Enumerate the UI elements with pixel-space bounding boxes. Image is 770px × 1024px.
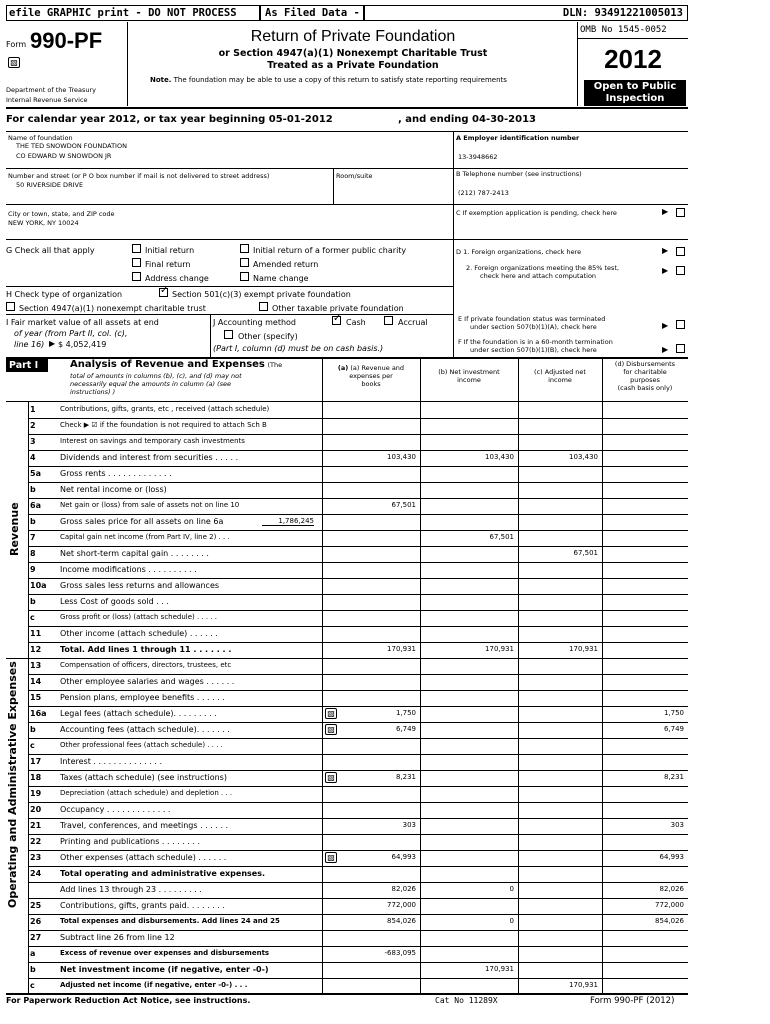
60-month-label-2: under section 507(b)(1)(B), check here bbox=[470, 346, 597, 354]
attachment-icon[interactable]: ▧ bbox=[325, 852, 337, 863]
line-label: Net rental income or (loss) bbox=[60, 485, 167, 494]
line-label: Other employee salaries and wages . . . . . . bbox=[60, 677, 235, 686]
table-row bbox=[0, 786, 690, 802]
foundation-name-1: THE TED SNOWDON FOUNDATION bbox=[16, 142, 127, 150]
irs-label: Internal Revenue Service bbox=[6, 96, 88, 104]
line-number: 9 bbox=[30, 565, 36, 574]
initial-return-label: Initial return bbox=[145, 246, 195, 255]
line-label: Occupancy . . . . . . . . . . . . . bbox=[60, 805, 171, 814]
table-row bbox=[0, 450, 690, 466]
table-row bbox=[0, 898, 690, 914]
attachment-icon[interactable]: ▧ bbox=[325, 724, 337, 735]
revenue-side-label: Revenue bbox=[8, 502, 21, 556]
line-number: c bbox=[30, 981, 35, 990]
cash-label: Cash bbox=[346, 318, 366, 327]
other-taxable-label: Other taxable private foundation bbox=[272, 304, 404, 313]
cell-col-a: 8,231 bbox=[395, 773, 416, 781]
line-label: Printing and publications . . . . . . . . bbox=[60, 837, 201, 846]
line-label: Net short-term capital gain . . . . . . . . bbox=[60, 549, 209, 558]
line-label: Total expenses and disbursements. Add lines 24 and 25 bbox=[60, 917, 280, 925]
table-row bbox=[0, 722, 690, 738]
line-label: Pension plans, employee benefits . . . . . . bbox=[60, 693, 225, 702]
line-label: Interest on savings and temporary cash investments bbox=[60, 437, 245, 445]
line-label: Compensation of officers, directors, trustees, etc bbox=[60, 661, 232, 669]
city-label: City or town, state, and ZIP code bbox=[8, 210, 115, 218]
line-number: 24 bbox=[30, 869, 42, 878]
dln-label: DLN: 93491221005013 bbox=[364, 5, 688, 21]
cell-col-a: 82,026 bbox=[391, 885, 416, 893]
line-number: 3 bbox=[30, 437, 36, 446]
cell-col-a: 6,749 bbox=[395, 725, 416, 733]
line-number: 22 bbox=[30, 837, 42, 846]
open-to-public-badge: Open to Public Inspection bbox=[584, 80, 686, 106]
line-label: Dividends and interest from securities . . . . . bbox=[60, 453, 239, 462]
table-row bbox=[0, 594, 690, 610]
part-1-badge: Part I bbox=[6, 359, 48, 372]
line-number: c bbox=[30, 741, 35, 750]
cell-col-a: 67,501 bbox=[391, 501, 416, 509]
cell-col-d: 854,026 bbox=[655, 917, 684, 925]
calendar-ending: , and ending 04-30-2013 bbox=[398, 114, 536, 125]
address-change-label: Address change bbox=[145, 274, 209, 283]
501c3-checkbox[interactable] bbox=[159, 288, 168, 297]
arrow-icon: ▶ bbox=[662, 246, 669, 255]
4947-label: Section 4947(a)(1) nonexempt charitable trust bbox=[19, 304, 206, 313]
table-row bbox=[0, 850, 690, 866]
arrow-icon: ▶ bbox=[662, 207, 669, 216]
cell-col-d: 1,750 bbox=[663, 709, 684, 717]
org-type-label: H Check type of organization bbox=[6, 290, 123, 299]
table-row bbox=[0, 946, 690, 962]
line-number: 15 bbox=[30, 693, 42, 702]
attachment-icon[interactable]: ▧ bbox=[325, 708, 337, 719]
line-number: b bbox=[30, 965, 36, 974]
form-subtitle-1: or Section 4947(a)(1) Nonexempt Charitable Trust bbox=[218, 48, 488, 59]
cell-col-c: 103,430 bbox=[569, 453, 598, 461]
footer-form: Form 990-PF (2012) bbox=[590, 996, 675, 1006]
fmv-label-3: line 16) bbox=[14, 340, 45, 349]
line-label: Capital gain net income (from Part IV, line 2) . . . bbox=[60, 533, 230, 541]
501c3-label: Section 501(c)(3) exempt private foundation bbox=[172, 290, 351, 299]
part-1-desc-1: total of amounts in columns (b), (c), and (d) may not bbox=[70, 372, 242, 380]
foreign-org-label: D 1. Foreign organizations, check here bbox=[456, 248, 582, 256]
part-1-desc-3: instructions) ) bbox=[70, 388, 116, 396]
table-row bbox=[0, 754, 690, 770]
ein-label: A Employer identification number bbox=[456, 134, 580, 142]
cell-col-d: 772,000 bbox=[655, 901, 684, 909]
form-prefix: Form bbox=[6, 40, 27, 49]
line-number: 14 bbox=[30, 677, 42, 686]
cell-col-a: 64,993 bbox=[391, 853, 416, 861]
line-label: Net gain or (loss) from sale of assets not on line 10 bbox=[60, 501, 240, 509]
initial-former-label: Initial return of a former public charity bbox=[253, 246, 407, 255]
table-row bbox=[0, 546, 690, 562]
line-label: Less Cost of goods sold . . . bbox=[60, 597, 169, 606]
accounting-method-label: J Accounting method bbox=[213, 318, 297, 327]
table-row bbox=[0, 818, 690, 834]
attachment-icon: ▧ bbox=[8, 57, 20, 68]
line-label: Check ▶ ☑ if the foundation is not required to attach Sch B bbox=[60, 421, 267, 429]
room-label: Room/suite bbox=[336, 172, 373, 180]
cell-col-b: 170,931 bbox=[485, 965, 514, 973]
line-number: 11 bbox=[30, 629, 42, 638]
part-1-title: Analysis of Revenue and Expenses (The bbox=[70, 359, 283, 370]
table-row bbox=[0, 482, 690, 498]
arrow-icon: ▶ bbox=[49, 339, 56, 348]
cell-col-a: 103,430 bbox=[387, 453, 416, 461]
table-row bbox=[0, 562, 690, 578]
line-number: 4 bbox=[30, 453, 36, 462]
name-change-label: Name change bbox=[253, 274, 309, 283]
form-note: Note. The foundation may be able to use a copy of this return to satisfy state reporting requirements bbox=[150, 76, 507, 84]
cell-col-d: 64,993 bbox=[659, 853, 684, 861]
table-row bbox=[0, 882, 690, 898]
line-label: Interest . . . . . . . . . . . . . . bbox=[60, 757, 163, 766]
calendar-year: For calendar year 2012, or tax year beginning 05-01-2012 bbox=[6, 114, 333, 125]
foreign-85-label-2: check here and attach computation bbox=[480, 272, 597, 280]
line-label: Taxes (attach schedule) (see instructions) bbox=[60, 773, 227, 782]
expenses-side-label: Operating and Administrative Expenses bbox=[6, 661, 19, 908]
line-label: Excess of revenue over expenses and disbursements bbox=[60, 949, 270, 957]
cell-col-a: -683,095 bbox=[384, 949, 416, 957]
line-number: b bbox=[30, 517, 36, 526]
line-number: 21 bbox=[30, 821, 42, 830]
cash-checkbox[interactable] bbox=[332, 316, 341, 325]
line-label: Other income (attach schedule) . . . . . . bbox=[60, 629, 218, 638]
fmv-label-1: I Fair market value of all assets at end bbox=[6, 318, 159, 327]
col-a-header: (a) (a) Revenue and expenses per books bbox=[337, 364, 405, 388]
final-return-checkbox[interactable] bbox=[132, 258, 141, 267]
foreign-org-checkbox[interactable] bbox=[676, 247, 685, 256]
line-number: 27 bbox=[30, 933, 42, 942]
accrual-label: Accrual bbox=[398, 318, 428, 327]
line-number: 1 bbox=[30, 405, 36, 414]
line-label: Total operating and administrative expenses. bbox=[60, 869, 265, 878]
efile-label: efile GRAPHIC print - DO NOT PROCESS bbox=[6, 5, 260, 21]
line-number: c bbox=[30, 613, 35, 622]
table-row bbox=[0, 866, 690, 882]
line-label: Legal fees (attach schedule). . . . . . . . . bbox=[60, 709, 217, 718]
attachment-icon[interactable]: ▧ bbox=[325, 772, 337, 783]
arrow-icon: ▶ bbox=[662, 266, 669, 275]
other-taxable-checkbox[interactable] bbox=[259, 302, 268, 311]
ein-value: 13-3948662 bbox=[458, 153, 498, 161]
line-label: Subtract line 26 from line 12 bbox=[60, 933, 175, 942]
form-subtitle-2: Treated as a Private Foundation bbox=[267, 60, 439, 71]
part-1-desc-2: necessarily equal the amounts in column (a) (see bbox=[70, 380, 232, 388]
cell-col-b: 103,430 bbox=[485, 453, 514, 461]
line-number: 18 bbox=[30, 773, 42, 782]
line-label: Gross profit or (loss) (attach schedule) . . . . . bbox=[60, 613, 218, 621]
line-number: 19 bbox=[30, 789, 42, 798]
line-number: 8 bbox=[30, 549, 36, 558]
arrow-icon: ▶ bbox=[662, 345, 669, 354]
line-number: 5a bbox=[30, 469, 41, 478]
table-row bbox=[0, 802, 690, 818]
line-label: Depreciation (attach schedule) and depletion . . . bbox=[60, 789, 233, 797]
phone-value: (212) 787-2413 bbox=[458, 189, 509, 197]
line-number: 2 bbox=[30, 421, 36, 430]
city-value: NEW YORK, NY 10024 bbox=[8, 219, 79, 227]
phone-label: B Telephone number (see instructions) bbox=[456, 170, 582, 178]
cell-col-b: 0 bbox=[509, 885, 514, 893]
cell-col-b: 170,931 bbox=[485, 645, 514, 653]
foreign-85-checkbox[interactable] bbox=[676, 266, 685, 275]
line-number: a bbox=[30, 949, 36, 958]
line-label: Income modifications . . . . . . . . . . bbox=[60, 565, 197, 574]
table-row bbox=[0, 690, 690, 706]
line-label: Other professional fees (attach schedule) . . . . bbox=[60, 741, 223, 749]
line-number: 13 bbox=[30, 661, 42, 670]
table-row bbox=[0, 706, 690, 722]
footer-paperwork: For Paperwork Reduction Act Notice, see instructions. bbox=[6, 996, 251, 1005]
4947-checkbox[interactable] bbox=[6, 302, 15, 311]
omb-number: OMB No 1545-0052 bbox=[580, 25, 667, 35]
cell-col-d: 303 bbox=[670, 821, 684, 829]
cell-col-d: 82,026 bbox=[659, 885, 684, 893]
line-label: Total. Add lines 1 through 11 . . . . . . . bbox=[60, 645, 232, 654]
line-number: b bbox=[30, 597, 36, 606]
gross-sales-value: 1,786,245 bbox=[262, 517, 314, 526]
form-title: Return of Private Foundation bbox=[250, 28, 456, 45]
check-all-label: G Check all that apply bbox=[6, 246, 95, 255]
60-month-checkbox[interactable] bbox=[676, 344, 685, 353]
table-row bbox=[0, 530, 690, 546]
fmv-label-2: of year (from Part II, col. (c), bbox=[14, 329, 128, 338]
table-row bbox=[0, 770, 690, 786]
table-row bbox=[0, 626, 690, 642]
street-label: Number and street (or P O box number if mail is not delivered to street address) bbox=[8, 172, 270, 180]
cell-col-a: 1,750 bbox=[395, 709, 416, 717]
line-label: Contributions, gifts, grants, etc , received (attach schedule) bbox=[60, 405, 270, 413]
terminated-label-2: under section 507(b)(1)(A), check here bbox=[470, 323, 597, 331]
name-change-checkbox[interactable] bbox=[240, 272, 249, 281]
cell-col-a: 854,026 bbox=[387, 917, 416, 925]
form-number: 990-PF bbox=[30, 28, 103, 53]
table-row bbox=[0, 914, 690, 930]
line-number: 6a bbox=[30, 501, 41, 510]
table-row bbox=[0, 498, 690, 514]
line-number: 10a bbox=[30, 581, 47, 590]
street-value: 50 RIVERSIDE DRIVE bbox=[16, 181, 84, 189]
cell-col-c: 170,931 bbox=[569, 981, 598, 989]
table-row bbox=[0, 578, 690, 594]
amended-return-label: Amended return bbox=[253, 260, 319, 269]
line-number: 12 bbox=[30, 645, 42, 654]
initial-former-checkbox[interactable] bbox=[240, 244, 249, 253]
table-row bbox=[0, 962, 690, 978]
line-number: 23 bbox=[30, 853, 42, 862]
tax-year: 2012 bbox=[604, 44, 662, 74]
line-label: Gross sales less returns and allowances bbox=[60, 581, 220, 590]
terminated-checkbox[interactable] bbox=[676, 320, 685, 329]
table-row bbox=[0, 514, 690, 530]
table-row bbox=[0, 402, 690, 418]
cell-col-c: 170,931 bbox=[569, 645, 598, 653]
other-method-label: Other (specify) bbox=[238, 332, 298, 341]
table-row bbox=[0, 434, 690, 450]
line-label: Gross sales price for all assets on line 6a bbox=[60, 517, 224, 526]
60-month-label-1: F If the foundation is in a 60-month termination bbox=[458, 338, 613, 346]
cell-col-a: 772,000 bbox=[387, 901, 416, 909]
address-change-checkbox[interactable] bbox=[132, 272, 141, 281]
department-label: Department of the Treasury bbox=[6, 86, 97, 94]
other-method-checkbox[interactable] bbox=[224, 330, 233, 339]
line-label: Net investment income (if negative, enter -0-) bbox=[60, 965, 269, 974]
col-b-header: (b) Net investment income bbox=[438, 368, 500, 384]
line-number: 20 bbox=[30, 805, 42, 814]
line-number: 16a bbox=[30, 709, 47, 718]
table-row bbox=[0, 418, 690, 434]
final-return-label: Final return bbox=[145, 260, 191, 269]
cell-col-c: 67,501 bbox=[573, 549, 598, 557]
line-number: b bbox=[30, 485, 36, 494]
cell-col-a: 303 bbox=[402, 821, 416, 829]
table-row bbox=[0, 466, 690, 482]
table-row bbox=[0, 930, 690, 946]
foreign-85-label: 2. Foreign organizations meeting the 85% test, bbox=[466, 264, 620, 272]
line-number: 7 bbox=[30, 533, 36, 542]
line-label: Add lines 13 through 23 . . . . . . . . . bbox=[60, 885, 202, 894]
col-c-header: (c) Adjusted net income bbox=[534, 368, 586, 384]
table-row bbox=[0, 658, 690, 674]
table-row bbox=[0, 978, 690, 994]
table-row bbox=[0, 834, 690, 850]
exemption-pending-checkbox[interactable] bbox=[676, 208, 685, 217]
initial-return-checkbox[interactable] bbox=[132, 244, 141, 253]
exemption-pending-label: C If exemption application is pending, check here bbox=[456, 209, 617, 217]
line-number: 25 bbox=[30, 901, 42, 910]
foundation-name-2: CO EDWARD W SNOWDON JR bbox=[16, 152, 112, 160]
line-label: Other expenses (attach schedule) . . . . . . bbox=[60, 853, 227, 862]
terminated-label-1: E If private foundation status was terminated bbox=[458, 315, 606, 323]
accrual-checkbox[interactable] bbox=[384, 316, 393, 325]
cell-col-b: 67,501 bbox=[489, 533, 514, 541]
line-label: Gross rents . . . . . . . . . . . . . bbox=[60, 469, 172, 478]
table-row bbox=[0, 642, 690, 658]
col-d-header: (d) Disbursements for charitable purposes (cash basis only) bbox=[614, 360, 676, 392]
cell-col-d: 6,749 bbox=[663, 725, 684, 733]
line-number: b bbox=[30, 725, 36, 734]
amended-return-checkbox[interactable] bbox=[240, 258, 249, 267]
table-row bbox=[0, 738, 690, 754]
line-label: Adjusted net income (if negative, enter -0-) . . . bbox=[60, 981, 248, 989]
table-row bbox=[0, 674, 690, 690]
arrow-icon: ▶ bbox=[662, 321, 669, 330]
line-label: Contributions, gifts, grants paid. . . . . . . . bbox=[60, 901, 225, 910]
name-label: Name of foundation bbox=[8, 134, 73, 142]
line-number: 26 bbox=[30, 917, 42, 926]
cell-col-b: 0 bbox=[509, 917, 514, 925]
line-label: Accounting fees (attach schedule). . . . . . . bbox=[60, 725, 230, 734]
cell-col-a: 170,931 bbox=[387, 645, 416, 653]
cell-col-d: 8,231 bbox=[663, 773, 684, 781]
line-number: 17 bbox=[30, 757, 42, 766]
cash-basis-note: (Part I, column (d) must be on cash basis.) bbox=[213, 344, 384, 353]
fmv-value: $ 4,052,419 bbox=[58, 340, 107, 349]
footer-cat: Cat No 11289X bbox=[435, 996, 498, 1005]
table-row bbox=[0, 610, 690, 626]
line-label: Travel, conferences, and meetings . . . . . . bbox=[60, 821, 229, 830]
as-filed-label: As Filed Data - bbox=[260, 5, 364, 21]
